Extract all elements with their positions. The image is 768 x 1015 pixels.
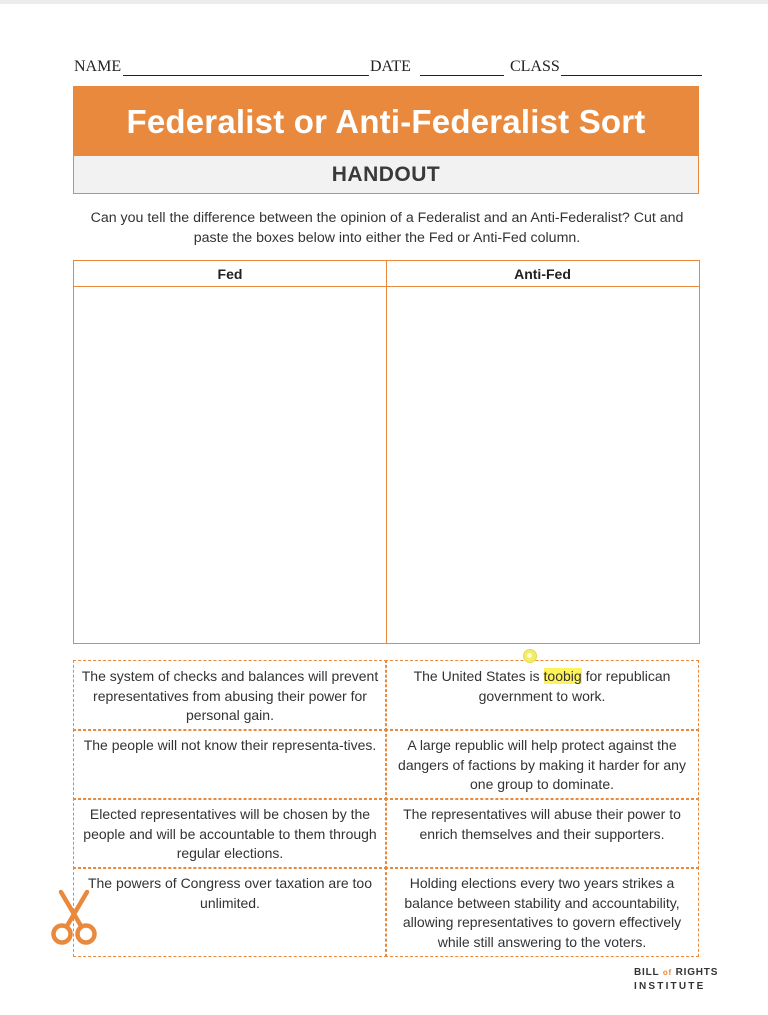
cut-box-text: The system of checks and balances will prevent representatives from abusing their power for personal gain. bbox=[81, 668, 379, 723]
name-label: NAME bbox=[74, 58, 122, 75]
cut-box-text-before: The United States is bbox=[413, 668, 544, 684]
class-field[interactable] bbox=[561, 75, 702, 76]
top-edge-bar bbox=[0, 0, 768, 4]
page-title: Federalist or Anti-Federalist Sort bbox=[74, 87, 698, 156]
highlighted-text[interactable]: toobig bbox=[543, 668, 582, 684]
cut-box-text: Elected representatives will be chosen by the people and will be accountable to them through regular elections. bbox=[83, 806, 377, 861]
handout-banner bbox=[73, 86, 699, 194]
cut-box[interactable] bbox=[385, 867, 699, 957]
cut-box[interactable] bbox=[73, 867, 387, 957]
page-subtitle: HANDOUT bbox=[74, 156, 698, 193]
date-label: DATE bbox=[370, 58, 411, 75]
column-header-fed: Fed bbox=[217, 266, 243, 282]
cut-box-text-after: for republican government to work. bbox=[478, 668, 671, 704]
student-info-line bbox=[74, 58, 702, 80]
cut-box[interactable] bbox=[385, 729, 699, 800]
comment-marker-icon[interactable] bbox=[523, 649, 537, 663]
cut-box[interactable] bbox=[385, 798, 699, 869]
cut-box-text: The powers of Congress over taxation are too unlimited. bbox=[87, 875, 373, 911]
class-label: CLASS bbox=[510, 58, 560, 75]
cut-box[interactable] bbox=[73, 798, 387, 869]
cut-box[interactable] bbox=[385, 660, 699, 731]
instructions-text: Can you tell the difference between the opinion of a Federalist and an Anti-Federalist? Cut and paste the boxes below into either the Fed or Anti-Fed column. bbox=[90, 210, 684, 246]
scissors-icon bbox=[49, 888, 99, 946]
cut-box-text: The representatives will abuse their power to enrich themselves and their supporters. bbox=[403, 806, 681, 842]
sort-table bbox=[73, 260, 700, 644]
name-field[interactable] bbox=[123, 75, 369, 76]
cut-box[interactable] bbox=[73, 729, 387, 800]
cut-box[interactable] bbox=[73, 660, 387, 731]
column-header-anti-fed: Anti-Fed bbox=[514, 266, 571, 282]
cut-out-boxes bbox=[73, 660, 699, 957]
cut-box-text: Holding elections every two years strikes a balance between stability and accountability, allowing representatives to govern effectively while still answering to the voters. bbox=[402, 875, 682, 950]
cut-box-text: The people will not know their representa-tives. bbox=[83, 737, 377, 753]
date-field[interactable] bbox=[420, 75, 504, 76]
anti-fed-drop-zone[interactable] bbox=[387, 287, 698, 643]
bill-of-rights-institute-logo: BILL of RIGHTS INSTITUTE bbox=[634, 967, 719, 992]
fed-drop-zone[interactable] bbox=[74, 287, 386, 643]
cut-box-text: A large republic will help protect against the dangers of factions by making it harder for any one group to dominate. bbox=[398, 737, 686, 792]
